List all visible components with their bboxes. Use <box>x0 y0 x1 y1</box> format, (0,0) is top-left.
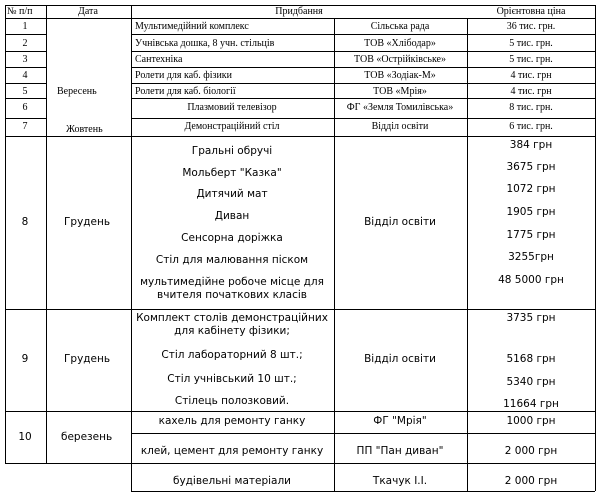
row-price: 5 тис. грн. <box>509 38 553 49</box>
row-item: Мультимедійний комплекс <box>135 21 249 32</box>
row-item: Дитячий мат <box>196 188 268 200</box>
grid-line <box>5 83 46 84</box>
grid-line <box>5 98 46 99</box>
header-date: Дата <box>78 6 98 17</box>
row-supplier: ТОВ «Зодіак-М» <box>364 70 436 81</box>
row-item: Демонстраційний стіл <box>184 121 280 132</box>
row-item: вчителя початкових класів <box>157 289 307 301</box>
row-num: 10 <box>18 431 32 443</box>
row-price: 36 тис. грн. <box>506 21 556 32</box>
row-price: 8 тис. грн. <box>509 102 553 113</box>
row-item: Сенсорна доріжка <box>181 232 283 244</box>
grid-line <box>5 411 595 412</box>
row-price: 3255грн <box>508 251 554 263</box>
row-price: 1905 грн <box>506 206 556 218</box>
header-num: № п/п <box>7 6 33 17</box>
row-supplier: Відділ освіти <box>371 121 429 132</box>
row-item: кахель для ремонту ганку <box>158 415 306 427</box>
row-price: 4 тис. грн <box>510 86 552 97</box>
row-price: 11664 грн <box>503 398 559 410</box>
row-item: будівельні матеріали <box>172 475 292 487</box>
row-item: Гральні обручі <box>191 145 273 157</box>
row-price: 5168 грн <box>506 353 556 365</box>
grid-line <box>595 5 596 491</box>
row-supplier: Відділ освіти <box>364 216 436 228</box>
row-price: 1775 грн <box>506 229 556 241</box>
row-item: Ролети для каб. біології <box>135 86 236 97</box>
row-item: Диван <box>214 210 250 222</box>
row-date: березень <box>61 431 113 443</box>
row-item: Сантехніка <box>135 54 183 65</box>
grid-line <box>131 5 132 491</box>
grid-line <box>131 118 595 119</box>
row-price: 3675 грн <box>506 161 556 173</box>
row-num: 3 <box>22 54 28 65</box>
grid-line <box>131 51 595 52</box>
row-item: Стіл учнівський 10 шт.; <box>167 373 297 385</box>
row-supplier: Сільська рада <box>370 21 430 32</box>
grid-line <box>131 34 595 35</box>
row-supplier: Ткачук І.І. <box>372 475 428 487</box>
row-price: 5 тис. грн. <box>509 54 553 65</box>
row-item: Плазмовий телевізор <box>187 102 277 113</box>
row-num: 4 <box>22 70 28 81</box>
row-date: Грудень <box>64 216 111 228</box>
grid-line <box>5 136 595 137</box>
row-price: 1000 грн <box>506 415 556 427</box>
row-supplier: ПП "Пан диван" <box>356 445 444 457</box>
row-item: Мольберт "Казка" <box>182 167 282 179</box>
grid-line <box>334 18 335 491</box>
row-item: Комплект столів демонстраційних <box>136 312 328 324</box>
row-price: 2 000 грн <box>504 475 558 487</box>
grid-line <box>131 67 595 68</box>
row-num: 2 <box>22 38 28 49</box>
row-supplier: Відділ освіти <box>364 353 436 365</box>
row-supplier: ТОВ «Хлібодар» <box>364 38 436 49</box>
row-item: Учнівська дошка, 8 учн. стільців <box>135 38 275 49</box>
grid-line <box>131 98 595 99</box>
row-price: 6 тис. грн. <box>509 121 553 132</box>
row-price: 5340 грн <box>506 376 556 388</box>
row-supplier: ТОВ «Мрія» <box>373 86 427 97</box>
grid-line <box>5 463 595 464</box>
grid-line <box>5 51 46 52</box>
row-price: 48 5000 грн <box>498 274 564 286</box>
row-price: 4 тис. грн <box>510 70 552 81</box>
row-item: Стіл для малювання піском <box>155 254 309 266</box>
row-item: Ролети для каб. фізики <box>135 70 233 81</box>
grid-line <box>5 118 46 119</box>
row-supplier: ТОВ «Острійківське» <box>354 54 446 65</box>
row-supplier: ФГ "Мрія" <box>373 415 427 427</box>
header-purchase: Придбання <box>275 6 323 17</box>
row-price: 1072 грн <box>506 183 556 195</box>
row-num: 8 <box>21 216 29 228</box>
row-price: 3735 грн <box>506 312 556 324</box>
grid-line <box>5 5 6 463</box>
row-item: Стілець полозковий. <box>174 395 290 407</box>
grid-line <box>131 491 595 492</box>
grid-line <box>5 309 595 310</box>
row-date: Вересень <box>57 86 97 97</box>
row-supplier: ФГ «Земля Томилівська» <box>346 102 454 113</box>
grid-line <box>131 433 595 434</box>
grid-line <box>5 67 46 68</box>
row-date: Грудень <box>64 353 111 365</box>
row-num: 5 <box>22 86 28 97</box>
grid-line <box>46 5 47 463</box>
row-num: 7 <box>22 121 28 132</box>
row-num: 6 <box>22 102 28 113</box>
row-price: 384 грн <box>509 139 553 151</box>
row-price: 2 000 грн <box>504 445 558 457</box>
row-item: для кабінету фізики; <box>174 325 290 337</box>
row-item: мультимедійне робоче місце для <box>140 276 324 288</box>
row-num: 1 <box>22 21 28 32</box>
grid-line <box>5 18 595 19</box>
row-item: клей, цемент для ремонту ганку <box>140 445 324 457</box>
row-date: Жовтень <box>66 124 103 135</box>
grid-line <box>5 34 46 35</box>
grid-line <box>467 18 468 491</box>
row-item: Стіл лабораторний 8 шт.; <box>161 349 303 361</box>
grid-line <box>131 83 595 84</box>
row-num: 9 <box>21 353 29 365</box>
header-price: Орієнтовна ціна <box>496 6 566 17</box>
